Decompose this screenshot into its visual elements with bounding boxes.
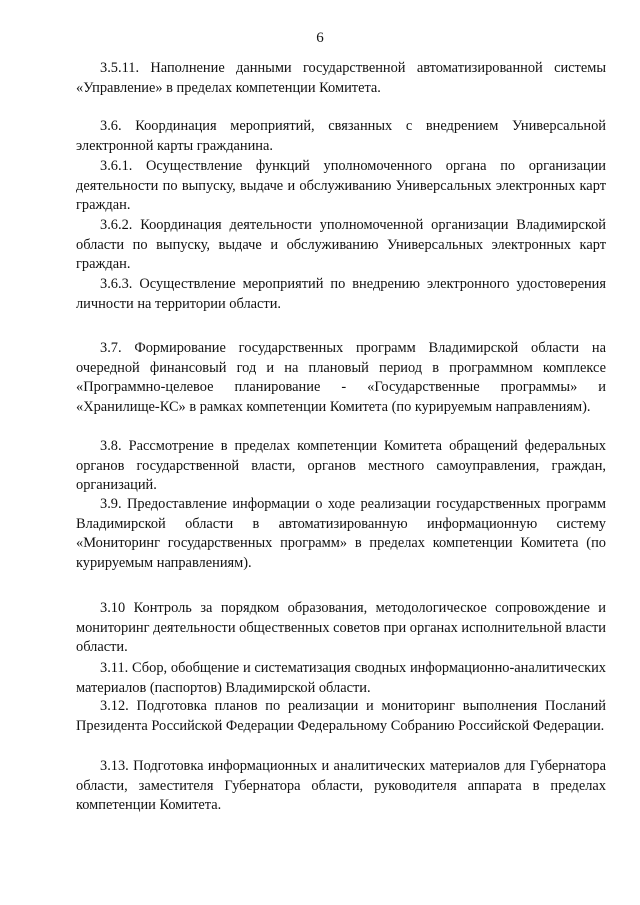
paragraph-3-11: 3.11. Сбор, обобщение и систематизация сводных информационно-аналитических материалов (паспортов) Владимирской области. [76, 660, 606, 696]
paragraph-3-12: 3.12. Подготовка планов по реализации и мониторинг выполнения Посланий Президента Российской Федерации Федеральному Собранию Российской Федерации. [76, 698, 606, 734]
paragraph-3-13: 3.13. Подготовка информационных и аналитических материалов для Губернатора области, заместителя Губернатора области, руководителя аппарата в пределах компетенции Комитета. [76, 758, 606, 813]
paragraph-3-7: 3.7. Формирование государственных программ Владимирской области на очередной финансовый год и на плановый период в программном комплексе «Программно-целевое планирование - «Государственные программы» и «Хранилище-КС» в рамках компетенции Комитета (по курируемым направлениям). [76, 340, 606, 415]
paragraph-3-8: 3.8. Рассмотрение в пределах компетенции Комитета обращений федеральных органов государственной власти, органов местного самоуправления, граждан, организаций. [76, 438, 606, 493]
paragraph-3-6-2: 3.6.2. Координация деятельности уполномоченной организации Владимирской области по выпуску, выдаче и обслуживанию Универсальных электронных карт граждан. [76, 217, 606, 272]
page-number: 6 [316, 30, 324, 46]
paragraph-3-6-3: 3.6.3. Осуществление мероприятий по внедрению электронного удостоверения личности на территории области. [76, 276, 606, 312]
paragraph-3-9: 3.9. Предоставление информации о ходе реализации государственных программ Владимирской области в автоматизированную информационную систему «Мониторинг государственных программ» в пределах компетенции Комитета (по курируемым направлениям). [76, 496, 606, 571]
paragraph-3-6-1: 3.6.1. Осуществление функций уполномоченного органа по организации деятельности по выпуску, выдаче и обслуживанию Универсальных электронных карт граждан. [76, 158, 606, 213]
paragraph-3-10: 3.10 Контроль за порядком образования, методологическое сопровождение и мониторинг деятельности общественных советов при органах исполнительной власти области. [76, 600, 606, 655]
paragraph-3-6: 3.6. Координация мероприятий, связанных с внедрением Универсальной электронной карты гражданина. [76, 118, 606, 154]
paragraph-3-5-11: 3.5.11. Наполнение данными государственной автоматизированной системы «Управление» в пределах компетенции Комитета. [76, 60, 606, 96]
